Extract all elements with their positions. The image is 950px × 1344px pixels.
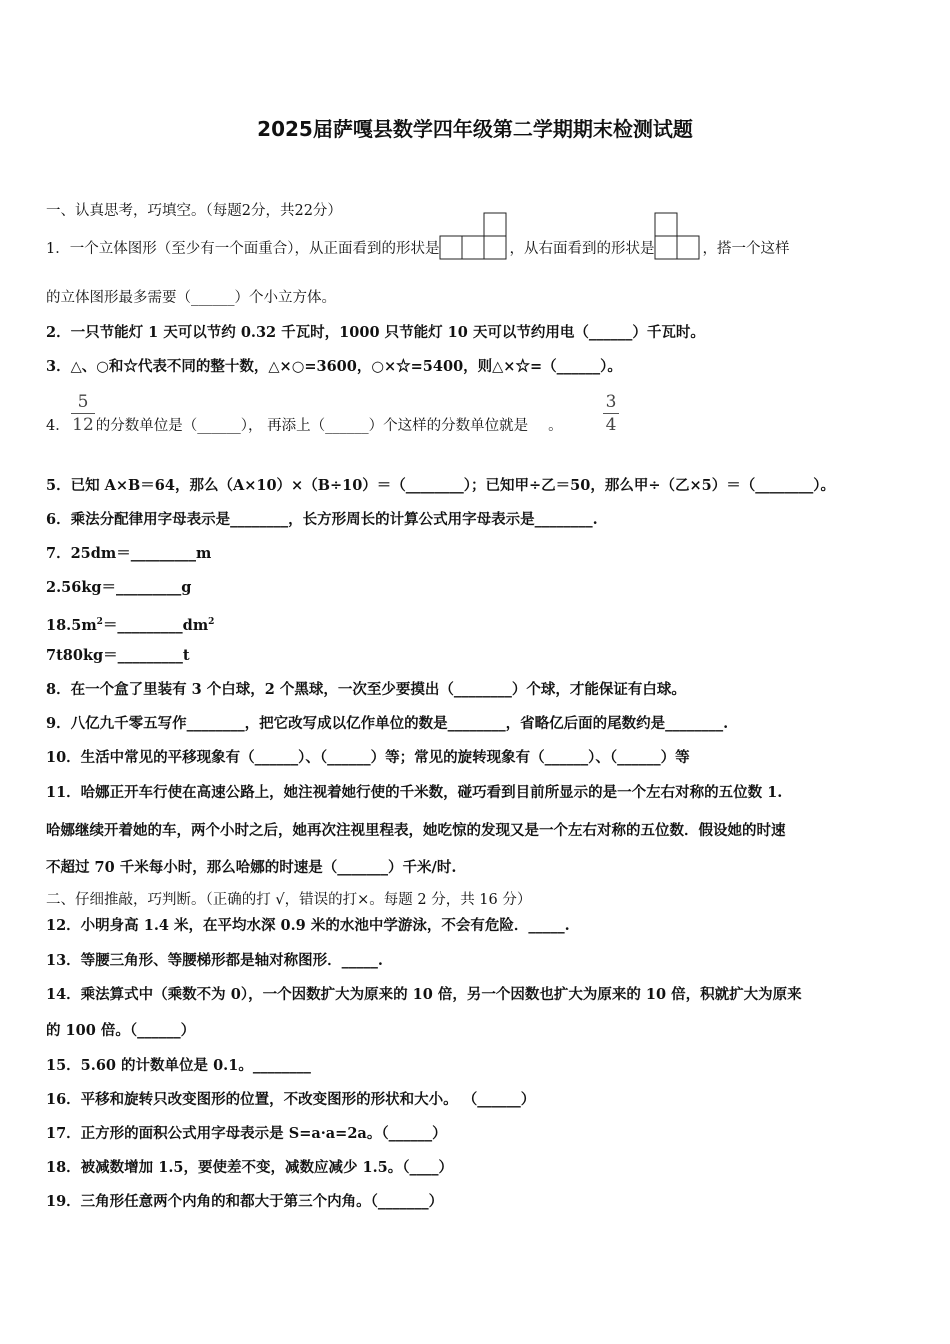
question-1-line-2: 的立体图形最多需要（______）个小立方体。 [46,290,336,306]
superscript-1: 2 [96,617,103,627]
question-1-text-b: ，从右面看到的形状是 [509,241,655,257]
fraction-3-4 [603,392,619,435]
question-9: 9．八亿九千零五写作________，把它改写成以亿作单位的数是________，省略亿后面的尾数约是________. [46,715,729,732]
page-title: 2025届萨嘎县数学四年级第二学期期末检测试题 [257,117,693,141]
question-1-text-c: ，搭一个这样 [702,241,790,257]
question-15: 15．5.60 的计数单位是 0.1。________ [46,1057,311,1074]
question-11-line-3: 不超过 70 千米每小时，那么哈娜的时速是（_______）千米/时. [46,859,457,876]
section-2-heading: 二、仔细推敲，巧判断。（正确的打 √，错误的打×。每题 2 分，共 16 分） [46,892,532,908]
question-11-line-2: 哈娜继续开着她的车，两个小时之后，她再次注视里程表，她吃惊的发现又是一个左右对称的五位数．假设她的时速 [46,822,786,839]
question-7b: 2.56kg＝_________g [46,579,192,596]
front-view-figure [439,212,509,260]
question-7c-mid: ＝_________dm [102,616,209,634]
question-1 [46,238,789,260]
question-17: 17．正方形的面积公式用字母表示是 S=a·a=2a。（______） [46,1125,447,1142]
question-19: 19．三角形任意两个内角的和都大于第三个内角。（_______） [46,1193,444,1210]
question-7a: 7．25dm＝_________m [46,545,212,562]
question-4-prefix: 4． [46,418,70,434]
fraction-2-numerator: 3 [605,392,617,412]
question-6: 6．乘法分配律用字母表示是________，长方形周长的计算公式用字母表示是________. [46,511,598,528]
question-8: 8．在一个盒了里装有 3 个白球，2 个黑球，一次至少要摸出（________）个球，才能保证有白球。 [46,681,686,698]
question-13: 13．等腰三角形、等腰梯形都是轴对称图形．_____. [46,952,383,969]
question-5: 5．已知 A×B＝64，那么（A×10）×（B÷10）＝（________）；已知甲÷乙＝50，那么甲÷（乙×5）＝（________）。 [46,477,835,494]
question-10: 10．生活中常见的平移现象有（______）、（______）等；常见的旋转现象有（______）、（______）等 [46,749,690,766]
fraction-2-denominator: 4 [605,415,617,435]
question-18: 18．被减数增加 1.5，要使差不变，减数应减少 1.5。（____） [46,1159,453,1176]
question-4-middle: 的分数单位是（______）， 再添上（______）个这样的分数单位就是 [95,418,529,434]
question-1-text-a: 1．一个立体图形（至少有一个面重合），从正面看到的形状是 [46,241,440,257]
question-3: 3．△、○和☆代表不同的整十数，△×○=3600，○×☆=5400，则△×☆=（______）。 [46,358,622,375]
fraction-2-bar [603,413,619,414]
fraction-5-12 [71,392,95,435]
fraction-1-numerator: 5 [77,392,89,412]
question-7c [46,612,214,636]
fraction-1-denominator: 12 [72,415,94,435]
question-4 [46,416,563,436]
question-11-line-1: 11．哈娜正开车行使在高速公路上，她注视着她行使的千米数，碰巧看到目前所显示的是一个左右对称的五位数 1. [46,784,783,801]
question-16: 16．平移和旋转只改变图形的位置，不改变图形的形状和大小。 （______） [46,1091,536,1108]
question-4-suffix: 。 [548,418,563,434]
question-14-line-2: 的 100 倍。（______） [46,1022,196,1039]
section-1-heading: 一、认真思考，巧填空。（每题2分，共22分） [46,203,342,219]
question-7c-pre: 18.5m [46,616,97,634]
question-14-line-1: 14．乘法算式中（乘数不为 0），一个因数扩大为原来的 10 倍，另一个因数也扩大为原来的 10 倍，积就扩大为原来 [46,986,802,1003]
right-view-figure [654,212,702,260]
fraction-1-bar [71,413,95,414]
question-12: 12．小明身高 1.4 米，在平均水深 0.9 米的水池中学游泳，不会有危险．_____. [46,917,570,934]
question-7d: 7t80kg＝_________t [46,647,190,664]
question-2: 2．一只节能灯 1 天可以节约 0.32 千瓦时，1000 只节能灯 10 天可以节约用电（______）千瓦时。 [46,324,705,341]
superscript-2: 2 [208,617,215,627]
